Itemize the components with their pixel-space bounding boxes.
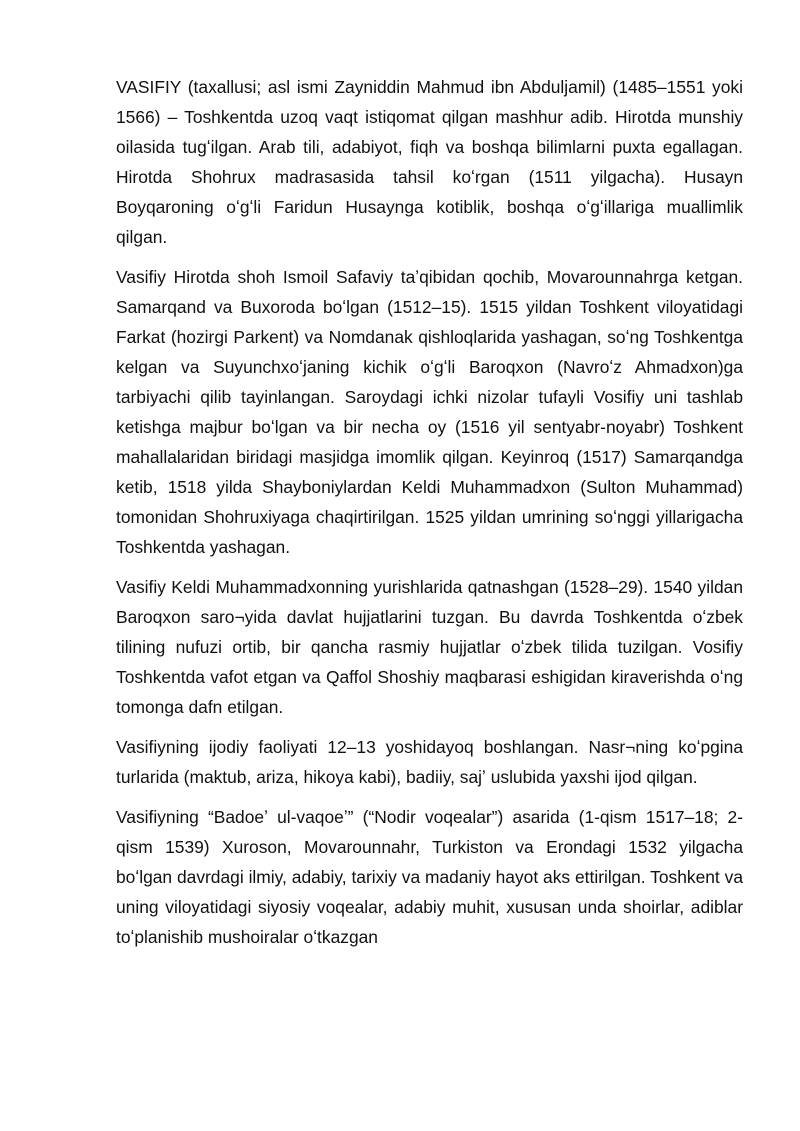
paragraph-biography-intro: VASIFIY (taxallusi; asl ismi Zayniddin Mahmud ibn Abduljamil) (1485–1551 yoki 1566) – Toshkentda uzoq vaqt istiqomat qilgan mashhur adib. Hirotda munshiy oilasida tugʻilgan. Arab tili, adabiyot, fiqh va boshqa bilimlarni puxta egallagan. Hirotda Shohrux madrasasida tahsil koʻrgan (1511 yilgacha). Husayn Boyqaroning oʻgʻli Faridun Husaynga kotiblik, boshqa oʻgʻillariga muallimlik qilgan. <box>116 77 743 247</box>
paragraph-later-life: Vasifiy Keldi Muhammadxonning yurishlarida qatnashgan (1528–29). 1540 yildan Baroqxon saro¬yida davlat hujjatlarini tuzgan. Bu davrda Toshkentda oʻzbek tilining nufuzi ortib, bir qancha rasmiy hujjatlar oʻzbek tilida tuzilgan. Vosifiy Toshkentda vafot etgan va Qaffol Shoshiy maqbarasi eshigidan kiraverishda oʻng tomonga dafn etilgan. <box>116 577 743 717</box>
document-body <box>116 72 743 962</box>
paragraph-badoe-ul-vaqoe: Vasifiyning “Badoeʼ ul-vaqoeʼ” (“Nodir voqealar”) asarida (1-qism 1517–18; 2-qism 1539) Xuroson, Movarounnahr, Turkiston va Erondagi 1532 yilgacha boʻlgan davrdagi ilmiy, adabiy, tarixiy va madaniy hayot aks ettirilgan. Toshkent va uning viloyatidagi siyosiy voqealar, adabiy muhit, xususan unda shoirlar, adiblar toʻplanishib mushoiralar oʻtkazgan <box>116 807 743 947</box>
paragraph-movarounnahr: Vasifiy Hirotda shoh Ismoil Safaviy taʼqibidan qochib, Movarounnahrga ketgan. Samarqand va Buxoroda boʻlgan (1512–15). 1515 yildan Toshkent viloyatidagi Farkat (hozirgi Parkent) va Nomdanak qishloqlarida yashagan, soʻng Toshkentga kelgan va Suyunchxoʻjaning kichik oʻgʻli Baroqxon (Navroʻz Ahmadxon)ga tarbiyachi qilib tayinlangan. Saroydagi ichki nizolar tufayli Vosifiy uni tashlab ketishga majbur boʻlgan va bir necha oy (1516 yil sentyabr-noyabr) Toshkent mahallalaridan biridagi masjidga imomlik qilgan. Keyinroq (1517) Samarqandga ketib, 1518 yilda Shayboniylardan Keldi Muhammadxon (Sulton Muhammad) tomonidan Shohruxiyaga chaqirtirilgan. 1525 yildan umrining soʻnggi yillarigacha Toshkentda yashagan. <box>116 267 743 557</box>
paragraph-creative-activity: Vasifiyning ijodiy faoliyati 12–13 yoshidayoq boshlangan. Nasr¬ning koʻpgina turlarida (maktub, ariza, hikoya kabi), badiiy, sajʼ uslubida yaxshi ijod qilgan. <box>116 737 743 787</box>
